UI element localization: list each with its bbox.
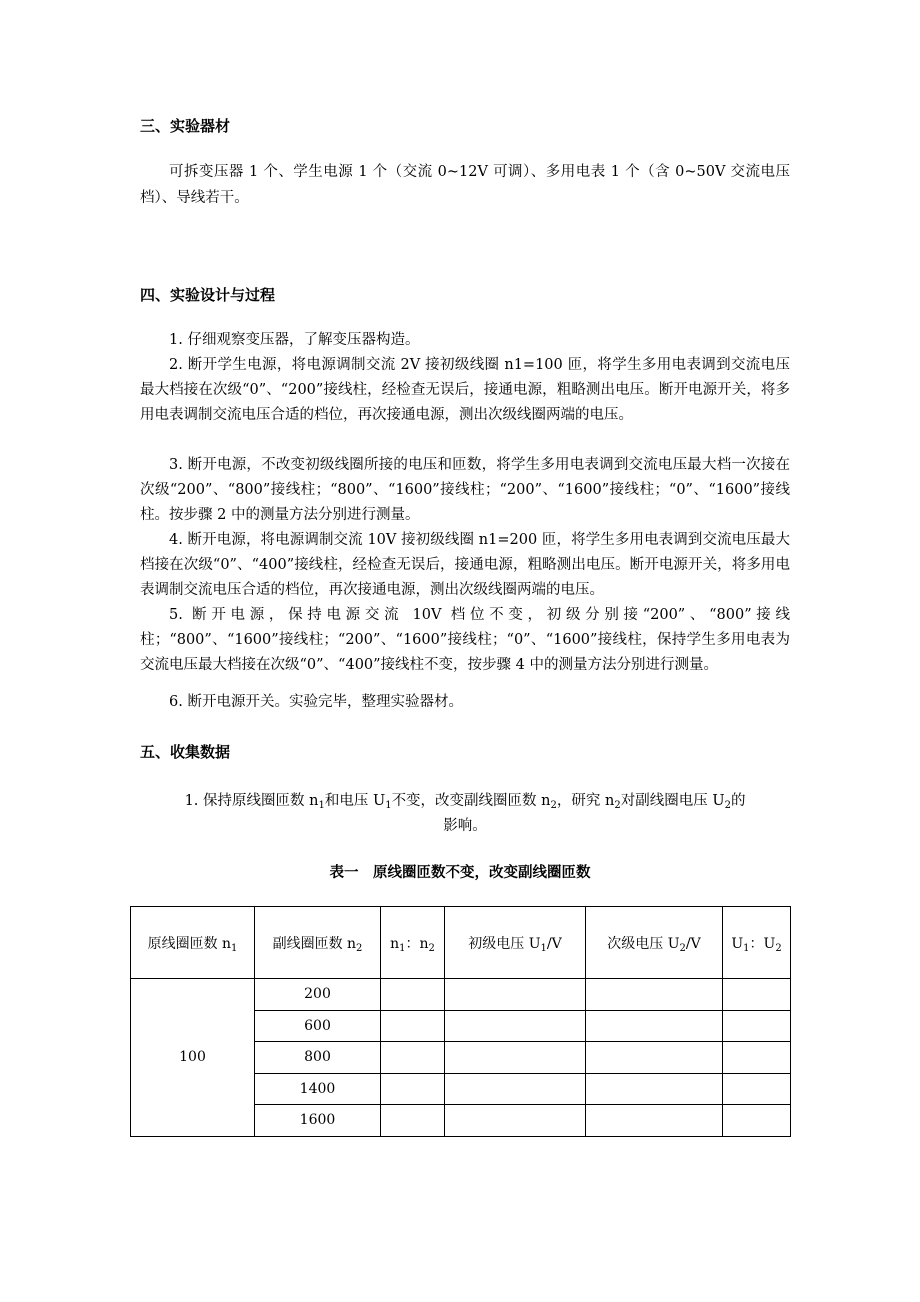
procedure-step-5: 5. 断开电源，保持电源交流 10V 档位不变，初级分别接“200”、“800”接线柱；“800”、“1600”接线柱；“200”、“1600”接线柱；“0”、“1600”接线柱，保持学生多用电表为交流电压最大档接在次级“0”、“400”接线柱不变，按步骤 4 中的测量方法分别进行测量。 [140,607,790,673]
section-heading-data: 五、收集数据 [140,743,231,761]
table-caption: 表一 原线圈匝数不变，改变副线圈匝数 [329,865,591,881]
empty-cell [381,1105,445,1137]
empty-cell [381,1042,445,1074]
section-heading-procedure: 四、实验设计与过程 [140,286,276,304]
header-turns-ratio: $n_1$：$n_2$ [381,907,445,979]
header-secondary-voltage: 次级电压 $U_2/V$ [586,907,723,979]
header-voltage-ratio: $U_1$：$U_2$ [723,907,791,979]
header-primary-turns: 原线圈匝数 $n_1$ [131,907,255,979]
equipment-paragraph: 可拆变压器 1 个、学生电源 1 个（交流 0~12V 可调）、多用电表 1 个（含 0~50V 交流电压档）、导线若干。 [140,164,790,206]
empty-cell [586,1010,723,1042]
data-intro-line2: 影响。 [443,818,487,834]
empty-cell [445,1073,586,1105]
empty-cell [723,1073,791,1105]
table-header-row [131,907,791,979]
empty-cell [586,979,723,1011]
empty-cell [586,1105,723,1137]
empty-cell [381,1073,445,1105]
empty-cell [723,1105,791,1137]
primary-turns-cell: 100 [131,979,255,1137]
empty-cell [445,1042,586,1074]
empty-cell [723,1042,791,1074]
secondary-turns-cell: 1600 [255,1105,381,1137]
procedure-step-6: 6. 断开电源开关。实验完毕，整理实验器材。 [169,694,463,710]
secondary-turns-cell: 800 [255,1042,381,1074]
procedure-step-1: 1. 仔细观察变压器，了解变压器构造。 [169,332,420,348]
empty-cell [723,979,791,1011]
data-table [130,906,791,1137]
empty-cell [586,1042,723,1074]
procedure-step-3: 3. 断开电源，不改变初级线圈所接的电压和匝数，将学生多用电表调到交流电压最大档一次接在次级“200”、“800”接线柱；“800”、“1600”接线柱；“200”、“1600”接线柱；“0”、“1600”接线柱。按步骤 2 中的测量方法分别进行测量。 [140,457,790,523]
procedure-step-2: 2. 断开学生电源，将电源调制交流 2V 接初级线圈 n1=100 匝，将学生多用电表调到交流电压最大档接在次级“0”、“200”接线柱，经检查无误后，接通电源，粗略测出电压。断开电源开关，将多用电表调制交流电压合适的档位，再次接通电源，测出次级线圈两端的电压。 [140,357,790,423]
empty-cell [723,1010,791,1042]
header-secondary-turns: 副线圈匝数 $n_2$ [255,907,381,979]
data-intro-line1: 1. 保持原线圈匝数 $n_1$和电压 $U_1$不变，改变副线圈匝数 $n_2$，研究 $n_2$对副线圈电压 $U_2$的 [184,793,746,811]
empty-cell [445,1010,586,1042]
section-heading-equipment: 三、实验器材 [140,117,231,135]
secondary-turns-cell: 600 [255,1010,381,1042]
empty-cell [586,1073,723,1105]
empty-cell [381,979,445,1011]
table-row [131,979,791,1011]
procedure-step-4: 4. 断开电源，将电源调制交流 10V 接初级线圈 n1=200 匝，将学生多用电表调到交流电压最大档接在次级“0”、“400”接线柱，经检查无误后，接通电源，粗略测出电压。断开电源开关，将多用电表调制交流电压合适的档位，再次接通电源，测出次级线圈两端的电压。 [140,532,790,598]
empty-cell [381,1010,445,1042]
empty-cell [445,1105,586,1137]
secondary-turns-cell: 1400 [255,1073,381,1105]
header-primary-voltage: 初级电压 $U_1/V$ [445,907,586,979]
empty-cell [445,979,586,1011]
data-intro [140,789,790,839]
secondary-turns-cell: 200 [255,979,381,1011]
